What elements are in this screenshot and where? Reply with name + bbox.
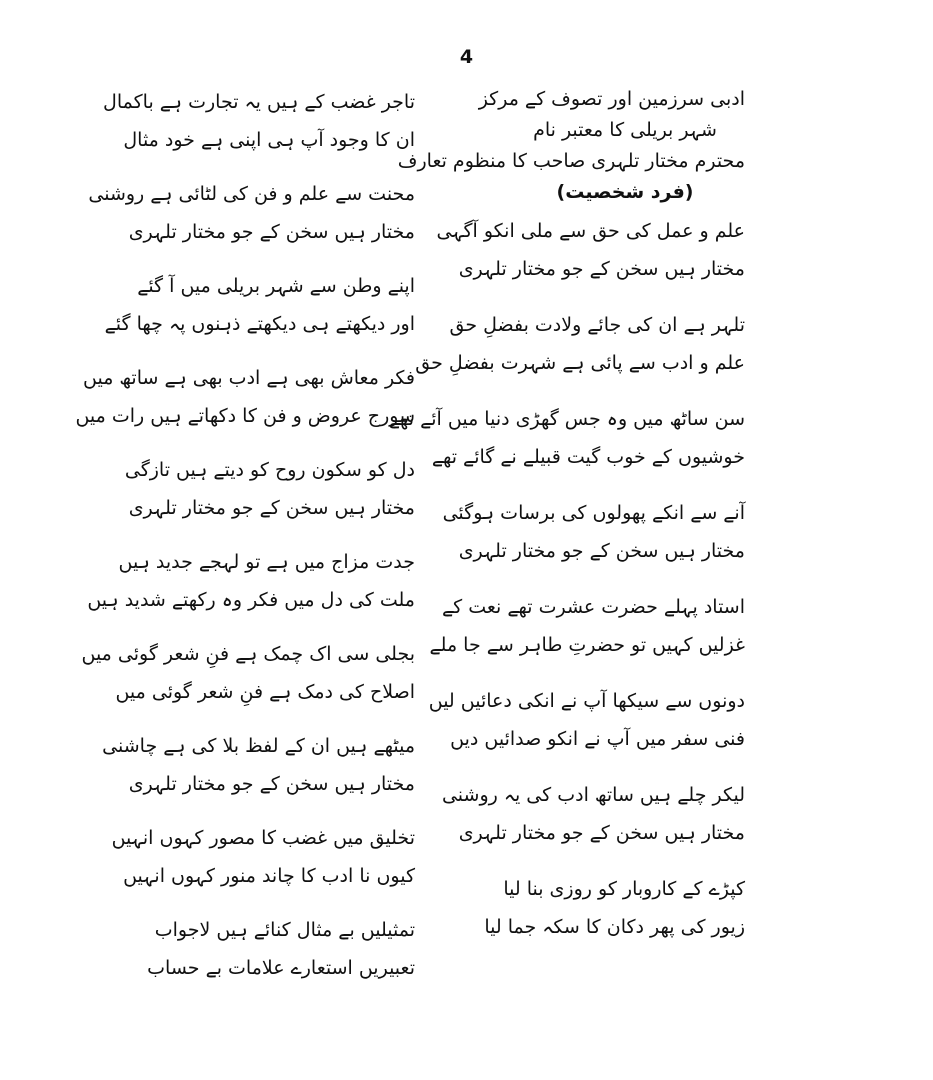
verse-line: ملت کی دل میں فکر وہ رکھتے شدید ہیں [87,589,415,611]
stanza [388,408,745,468]
verse-line: استاد پہلے حضرت عشرت تھے نعت کے [442,596,745,618]
stanza [111,827,415,887]
verse-line: زیور کی پھر دکان کا سکہ جما لیا [484,916,745,938]
stanza [484,878,745,938]
verse-line: دونوں سے سیکھا آپ نے انکی دعائیں لیں [428,690,745,712]
verse-line: اور دیکھتے ہی دیکھتے ذہنوں پہ چھا گئے [104,313,415,335]
stanza [104,275,415,335]
verse-line: غزلیں کہیں تو حضرتِ طاہر سے جا ملے [429,634,745,656]
verse-line: جدت مزاج میں ہے تو لہجے جدید ہیں [118,551,415,573]
left-column [75,88,415,979]
verse-line: بجلی سی اک چمک ہے فنِ شعر گوئی میں [81,643,415,665]
verse-line: لیکر چلے ہیں ساتھ ادب کی یہ روشنی [441,784,745,806]
verse-line: تاجر غضب کے ہیں یہ تجارت ہے باکمال [103,91,415,113]
heading-subtitle: (فرد شخصیت) [556,181,694,203]
verse-line: علم و عمل کی حق سے ملی انکو آگہی [436,220,745,242]
verse-line: خوشیوں کے خوب گیت قبیلے نے گائے تھے [431,446,745,468]
right-column [388,88,745,938]
stanza [441,784,745,844]
verse-line: علم و ادب سے پائی ہے شہرت بفضلِ حق [415,352,745,374]
verse-line: تعبیریں استعارے علامات بے حساب [147,957,415,979]
stanza [87,551,415,611]
stanza [147,919,415,979]
verse-line: محنت سے علم و فن کی لٹائی ہے روشنی [88,183,415,205]
stanza [429,596,745,656]
verse-line: تخلیق میں غضب کا مصور کہوں انہیں [111,827,415,849]
verse-line: مختار ہیں سخن کے جو مختار تلہری [458,540,745,562]
stanza [442,502,745,562]
verse-line: اپنے وطن سے شہر بریلی میں آ گئے [137,275,415,297]
page-number: 4 [459,46,474,68]
verse-line: کیوں نا ادب کا چاند منور کہوں انہیں [123,865,415,887]
verse-line: فنی سفر میں آپ نے انکو صدائیں دیں [450,728,745,750]
stanza [75,367,415,427]
stanza [88,183,415,243]
verse-line: کپڑے کے کاروبار کو روزی بنا لیا [503,878,745,900]
right-stanzas [388,220,745,938]
verse-line: آنے سے انکے پھولوں کی برسات ہوگئی [442,502,745,524]
verse-line: سورج عروض و فن کا دکھاتے ہیں رات میں [75,405,415,427]
verse-line: اصلاح کی دمک ہے فنِ شعر گوئی میں [115,681,415,703]
stanza [415,314,745,374]
verse-line: دل کو سکون روح کو دیتے ہیں تازگی [124,459,415,481]
verse-line: ان کا وجود آپ ہی اپنی ہے خود مثال [123,129,415,151]
verse-line: میٹھے ہیں ان کے لفظ بلا کی ہے چاشنی [102,735,415,757]
left-stanzas [75,91,415,979]
verse-line: مختار ہیں سخن کے جو مختار تلہری [128,221,415,243]
stanza [103,91,415,151]
stanza [102,735,415,795]
stanza [436,220,745,280]
heading-line: محترم مختار تلہری صاحب کا منظوم تعارف [397,150,745,172]
verse-line: فکر معاش بھی ہے ادب بھی ہے ساتھ میں [83,367,415,389]
heading-line: ادبی سرزمین اور تصوف کے مرکز [478,88,745,110]
stanza [81,643,415,703]
heading-line: شہر بریلی کا معتبر نام [533,119,717,141]
verse-line: مختار ہیں سخن کے جو مختار تلہری [128,773,415,795]
verse-line: تلہر ہے ان کی جائے ولادت بفضلِ حق [449,314,745,336]
verse-line: تمثیلیں بے مثال کنائے ہیں لاجواب [154,919,415,941]
stanza [428,690,745,750]
verse-line: سن ساٹھ میں وہ جس گھڑی دنیا میں آئے تھے [388,408,745,430]
verse-line: مختار ہیں سخن کے جو مختار تلہری [128,497,415,519]
verse-line: مختار ہیں سخن کے جو مختار تلہری [458,258,745,280]
poem-heading [397,88,745,203]
verse-line: مختار ہیں سخن کے جو مختار تلہری [458,822,745,844]
stanza [124,459,415,519]
